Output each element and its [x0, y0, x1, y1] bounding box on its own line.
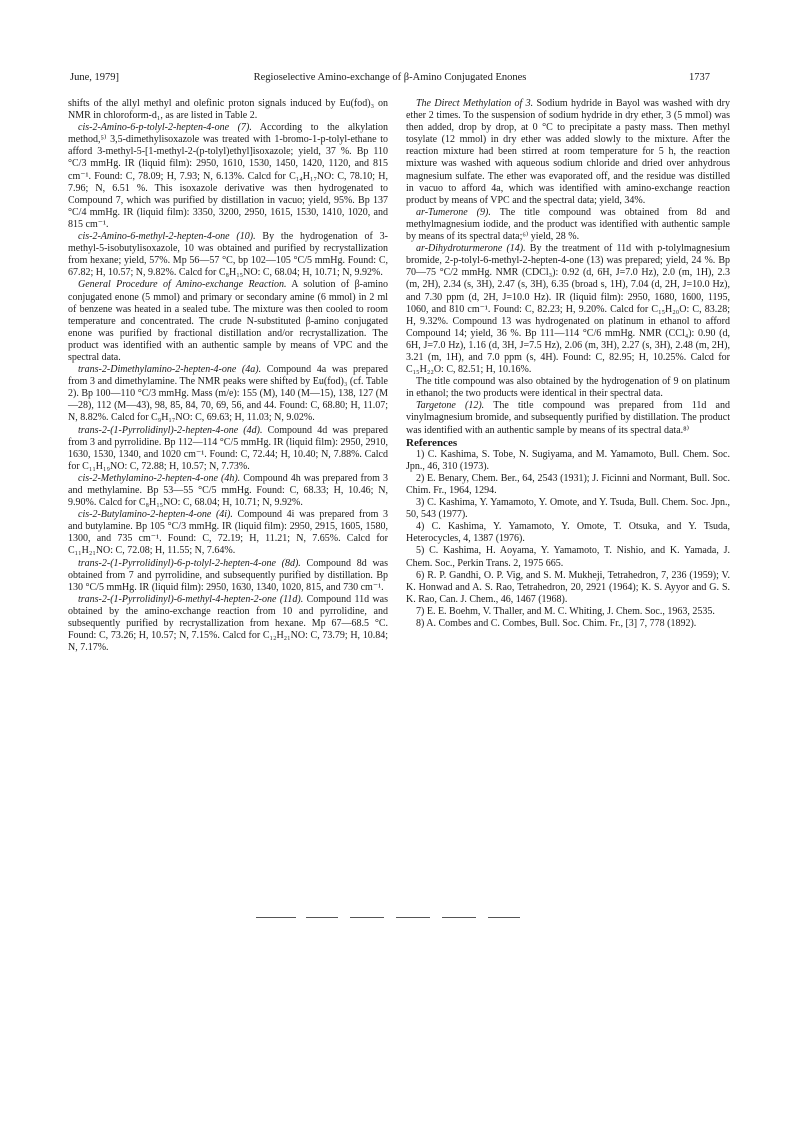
compound-title: trans-2-(1-Pyrrolidinyl)-6-methyl-4-hepten-2-one (11d).	[78, 593, 304, 605]
compound-title: cis-2-Amino-6-p-tolyl-2-hepten-4-one (7).	[78, 122, 252, 134]
running-title: Regioselective Amino-exchange of β-Amino Conjugated Enones	[253, 72, 527, 83]
footer-rule	[442, 917, 476, 918]
compound-paragraph-14	[406, 243, 730, 376]
footer-rule	[396, 917, 430, 918]
compound-paragraph-4i	[68, 509, 388, 557]
compound-title: trans-2-(1-Pyrrolidinyl)-2-hepten-4-one (4d).	[78, 424, 263, 436]
running-header	[70, 72, 710, 86]
compound-title: ar-Dihydroturmerone (14).	[416, 243, 526, 255]
paragraph-body: Compound 11d was obtained by the amino-exchange reaction from 10 and pyrrolidine, and subsequently purified by recrystallization from hexane. Mp 67—68.5 °C. Found: C, 73.26; H, 10.57; N, 7.15%. Calcd for C₁₂H₂₁NO: C, 73.79; H, 10.84; N, 7.17%.	[68, 593, 388, 654]
reference-item: 4) C. Kashima, Y. Yamamoto, Y. Omote, T. Otsuka, and Y. Tsuda, Heterocycles, 4, 1387 (1976).	[406, 521, 730, 545]
reference-item: 7) E. E. Boehm, V. Thaller, and M. C. Whiting, J. Chem. Soc., 1963, 2535.	[416, 605, 715, 617]
reference-item: 6) R. P. Gandhi, O. P. Vig, and S. M. Mukheji, Tetrahedron, 7, 236 (1959); V. K. Honwad and A. S. Rao, Tetrahedron, 20, 2921 (1964); K. S. Ayyor and G. S. K. Rao, Can. J. Chem., 46, 1467 (1968).	[406, 569, 730, 605]
methylation-paragraph	[406, 98, 730, 207]
paragraph: shifts of the allyl methyl and olefinic proton signals induced by Eu(fod)₃ on NMR in chloroform-d₁, as are listed in Table 2.	[68, 98, 388, 122]
compound-title: cis-2-Amino-6-methyl-2-hepten-4-one (10).	[78, 231, 256, 243]
right-column	[406, 98, 730, 630]
paragraph-body: Compound 4h was prepared from 3 and methylamine. Bp 53—55 °C/5 mmHg. Found: C, 68.33; H, 10.46; N, 9.90%. Calcd for C₈H₁₅NO: C, 68.04; H, 10.71; N, 9.92%.	[68, 472, 389, 509]
compound-title: Targetone (12).	[416, 400, 485, 412]
left-column	[68, 98, 388, 654]
paragraph-body: Compound 4i was prepared from 3 and butylamine. Bp 105 °C/3 mmHg. IR (liquid film): 2950, 2915, 1605, 1580, 1300, and 735 cm⁻¹. Found: C, 72.19; H, 11.21; N, 7.65%. Calcd for C₁₁H₂₁NO: C, 72.08; H, 11.55; N, 7.64%.	[68, 509, 388, 557]
compound-title: trans-2-Dimethylamino-2-hepten-4-one (4a).	[78, 364, 262, 376]
paragraph-body: Compound 4a was prepared from 3 and dimethylamine. The NMR peaks were shifted by Eu(fod)₃ (cf. Table 2). Bp 100—110 °C/3 mmHg. Mass (m/e): 155 (M), 140 (M—15), 138, 127 (M—28), 112 (M—43), 98, 85, 84, 70, 69, 56, and 44. Found: C, 68.80; H, 11.07; N, 8.82%. Calcd for C₉H₁₇NO: C, 69.63; H, 11.03; N, 9.02%.	[68, 364, 388, 424]
reference-item: 1) C. Kashima, S. Tobe, N. Sugiyama, and M. Yamamoto, Bull. Chem. Soc. Jpn., 46, 310 (1973).	[406, 448, 730, 472]
section-title: The Direct Methylation of 3.	[416, 98, 534, 109]
reference-item: 8) A. Combes and C. Combes, Bull. Soc. Chim. Fr., [3] 7, 778 (1892).	[416, 618, 697, 630]
paragraph-body: By the treatment of 11d with p-tolylmagnesium bromide, 2-p-tolyl-6-methyl-2-hepten-4-one (13) was prepared; yield, 24 %. Bp 70—75 °C/2 mmHg. NMR (CDCl₃): 0.92 (d, 6H, J=7.0 Hz), 2.0 (m, 1H), 2.3 (m, 2H), 2.34 (s, 3H), 2.47 (s, 3H), 6.35 (broad s, 1H), 7.04 (d, 2H, J=10.0 Hz), and 7.30 ppm (d, 2H, J=10.0 Hz). IR (liquid film): 2950, 1680, 1600, 1195, 1060, and 810 cm⁻¹. Found: C, 82.23; H, 9.20%. Calcd for C₁₅H₂₀O: C, 83.28; H, 9.32%. Compound 13 was hydrogenated on platinum in ethanol to afford Compound 14; yield, 36 %. Bp 111—114 °C/6 mmHg. NMR (CCl₄): 0.90 (d, 6H, J=7.0 Hz), 1.16 (d, 3H, J=7.5 Hz), 2.06 (m, 3H), 2.27 (s, 3H), 2.48 (m, 2H), 3.21 (m, 1H), and 7.0 ppm (s, 4H). Found: C, 82.95; H, 10.25%. Calcd for C₁₅H₂₂O: C, 82.51; H, 10.16%.	[406, 243, 731, 376]
procedure-paragraph	[68, 279, 388, 364]
paragraph-body: A solution of β-amino conjugated enone (5 mmol) and primary or secondary amine (6 mmol) in 2 ml of benzene was heated in a sealed tube. The mixture was then cooled to room temperature and concentrated. The crude N-substituted β-amino conjugated enone was purified by fractional distillation and/or recrystallization. The product was identified with an authentic sample by means of VPC and the spectral data.	[68, 279, 388, 363]
paragraph-body: Compound 8d was obtained from 7 and pyrrolidine, and subsequently purified by distillation. Bp 130 °C/5 mmHg. IR (liquid film): 2950, 1630, 1340, 1020, 815, and 730 cm⁻¹.	[68, 557, 388, 593]
compound-paragraph-11d	[68, 594, 388, 654]
footer-rule	[306, 917, 338, 918]
compound-paragraph-4h	[68, 473, 388, 509]
paragraph-body: According to the alkylation method,⁵⁾ 3,5-dimethylisoxazole was treated with 1-bromo-1-p-tolyl-ethane to afford 3-methyl-5-[1-methyl-2-(p-tolyl)ethyl]isoxazole; yield, 37 %. Bp 110 °C/3 mmHg. IR (liquid film): 2950, 1610, 1530, 1450, 1420, 1120, and 815 cm⁻¹. Found: C, 78.09; H, 7.93; N, 6.13%. Calcd for C₁₄H₁₇NO: C, 78.10; H, 7.96; N, 6.51 %. This isoxazole derivative was then hydrogenated to Compound 7, which was purified by distillation in vacuo; yield, 95%. Bp 137 °C/4 mmHg. IR (liquid film): 3350, 3200, 2950, 1615, 1530, 1410, 1020, and 815 cm⁻¹.	[68, 122, 388, 230]
references-heading: References	[406, 436, 458, 449]
compound-title: cis-2-Butylamino-2-hepten-4-one (4i).	[78, 509, 233, 521]
paragraph-body: Sodium hydride in Bayol was washed with dry ether 2 times. To the suspension of sodium hydride in dry ether, 3 (5 mmol) was then added, drop by drop, at 0 °C to precipitate a pasty mass. Then methyl tosylate (12 mmol) in dry ether was added slowly to the mixture. After the reaction mixture had been stirred at room temperature for 5 h, the reaction mixture was washed with aqueous sodium chloride and dried over anhydrous magnesium sulfate. The ether was evaporated off, and the residue was distilled in vacuo to afford 4a, which was identified with amino-exchange reaction product by means of VPC and the spectral data; yield, 34%.	[406, 98, 730, 206]
reference-item: 2) E. Benary, Chem. Ber., 64, 2543 (1931); J. Ficinni and Normant, Bull. Soc. Chim. Fr., 1964, 1294.	[406, 472, 730, 496]
reference-list	[406, 449, 730, 630]
reference-item: 3) C. Kashima, Y. Yamamoto, Y. Omote, and Y. Tsuda, Bull. Chem. Soc. Jpn., 50, 543 (1977).	[406, 497, 730, 521]
compound-paragraph-12	[406, 400, 730, 436]
compound-paragraph-8d	[68, 558, 388, 594]
compound-paragraph-4a	[68, 364, 388, 424]
compound-title: ar-Tumerone (9).	[416, 206, 491, 218]
paragraph-body: The title compound was obtained from 8d and methylmagnesium iodide, and the product was identified with authentic sample by means of its spectral data;⁶⁾ yield, 28 %.	[406, 206, 730, 243]
footer-rule	[488, 917, 520, 918]
compound-title: trans-2-(1-Pyrrolidinyl)-6-p-tolyl-2-hepten-4-one (8d).	[78, 557, 301, 569]
compound-paragraph-9	[406, 207, 730, 243]
paragraph-body: By the hydrogenation of 3-methyl-5-isobutylisoxazole, 10 was obtained and purified by recrystallization from hexane; yield, 57%. Mp 56—57 °C, bp 102—105 °C/5 mmHg. Found: C, 67.82; H, 10.57; N, 9.82%. Calcd for C₈H₁₅NO: C, 68.04; H, 10.71; N, 9.92%.	[68, 231, 389, 279]
footer-rule	[350, 917, 384, 918]
page-number: 1737	[689, 72, 710, 83]
paragraph-body: The title compound was prepared from 11d and vinylmagnesium bromide, and subsequently purified by distillation. The product was identified with an authentic sample by means of its spectral data.⁸⁾	[406, 400, 730, 436]
compound-paragraph-7	[68, 122, 388, 231]
paragraph-body: Compound 4d was prepared from 3 and pyrrolidine. Bp 112—114 °C/5 mmHg. IR (liquid film): 2950, 2910, 1630, 1530, 1340, and 1020 cm⁻¹. Found: C, 72.44; H, 10.40; N, 7.88%. Calcd for C₁₁H₁₉NO: C, 72.88; H, 10.57; N, 7.73%.	[68, 424, 389, 472]
compound-title: cis-2-Methylamino-2-hepten-4-one (4h).	[78, 472, 241, 484]
footer-rule	[256, 917, 296, 918]
reference-item: 5) C. Kashima, H. Aoyama, Y. Yamamoto, T. Nishio, and K. Yamada, J. Chem. Soc., Perkin Trans. 2, 1975 665.	[406, 545, 730, 569]
compound-paragraph-4d	[68, 425, 388, 473]
issue-date: June, 1979]	[70, 72, 119, 83]
paragraph: The title compound was also obtained by the hydrogenation of 9 on platinum in ethanol; the two products were identical in their spectral data.	[406, 376, 730, 400]
compound-paragraph-10	[68, 231, 388, 279]
section-title: General Procedure of Amino-exchange Reaction.	[78, 279, 287, 291]
